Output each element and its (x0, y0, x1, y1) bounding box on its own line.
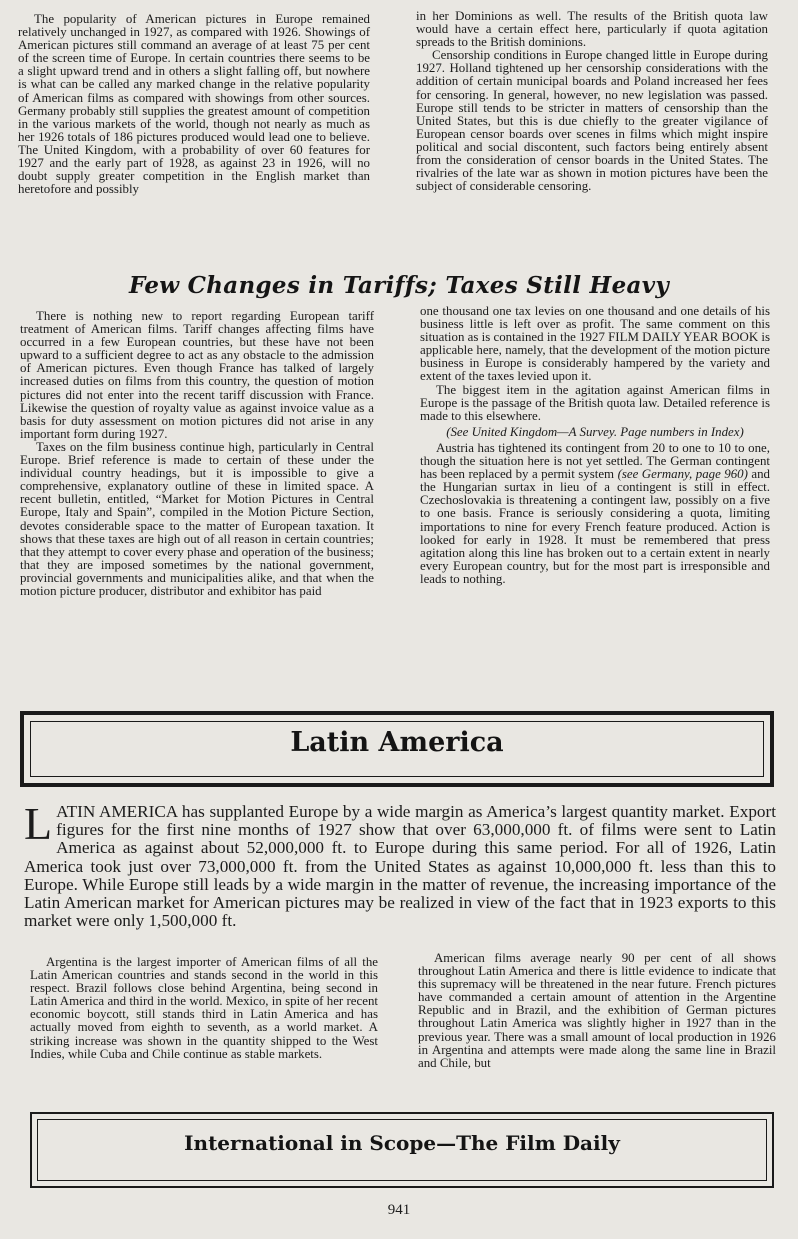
paragraph: The biggest item in the agitation against American films in Europe is the passage of the British quota law. Detailed reference is made to this elsewhere. (420, 382, 770, 423)
paragraph: in her Dominions as well. The results of the British quota law would have a certain effect here, particularly if quota agitation spreads to the British dominions. (416, 9, 768, 50)
tariffs-left-column (20, 310, 374, 598)
page-number: 941 (387, 1202, 411, 1218)
footer-title: International in Scope—The Film Daily (184, 1131, 620, 1155)
paragraph: Argentina is the largest importer of American films of all the Latin American countries and stands second in the world in this respect. Brazil follows close behind Argentina, being second in Latin America and third in the world. Mexico, in spite of her recent economic boycott, still stands third in Latin America and has actually moved from eighth to seventh, as a world market. A striking increase was shown in the quantity shipped to the West Indies, while Cuba and Chile continue as stable markets. (30, 955, 378, 1061)
top-right-column (416, 10, 768, 193)
paragraph: American films average nearly 90 per cent of all shows throughout Latin America and there is little evidence to indicate that this supremacy will be threatened in the near future. French pictures have commanded a certain amount of attention in the Argentine Republic and in Brazil, and the exhibition of German pictures throughout Latin America was slightly higher in 1927 than in the previous year. There was a small amount of local production in 1926 in Argentina and attempts were made along the same line in Brazil and Chile, but (418, 951, 776, 1070)
lead-text: has supplanted Europe by a wide margin as America’s largest quantity market. Export figures for the first nine months of 1927 show that over 63,000,000 ft. of films were sent to Latin America as against about 52,000,000 ft. to Europe during this same period. For all of 1926, Latin America took just over 73,000,000 ft. from the United States as against 10,000,000 ft. less than this to Europe. While Europe still leads by a wide margin in the matter of revenue, the increasing importance of the Latin American market for American pictures may be realized in view of the fact that in 1923 exports to this market were only 1,500,000 ft. (24, 802, 776, 931)
paragraph: The popularity of American pictures in Europe remained relatively unchanged in 1927, as compared with 1926. Showings of American pictures still command an average of at least 75 per cent of the screen time of Europe. In certain countries there seems to be a slight upward trend and in others a slight falling off, but nowhere is what can be called any marked change in the relative popularity of American films as compared with showings from other sources. Germany probably still supplies the greatest amount of competition in the various markets of the world, though not nearly as much as her 1926 totals of 186 pictures produced would lead one to believe. The United Kingdom, with a probability of over 60 features for 1927 and the early part of 1928, as against 23 in 1926, will no doubt supply greater competition in the English market than heretofore and possibly (18, 12, 370, 197)
paragraph: There is nothing new to report regarding European tariff treatment of American films. Tariff changes affecting films have occurred in a few European countries, but these have not been upward to a sufficient degree to act as any obstacle to the admission of American pictures. Even though France has talked of largely increased duties on films from this country, the question of motion pictures did not enter into the recent tariff discussion with France. Likewise the question of royalty value as against invoice value as a basis for duty assessment on motion pictures did not arise in any important form during 1927. (20, 309, 374, 441)
paragraph-text: Austria has tightened its contingent from 20 to one to 10 to one, though the situation here is not yet settled. The German contingent has been replaced by a permit system (420, 440, 770, 482)
latin-right-column (418, 952, 776, 1070)
paragraph-text: and the Hungarian surtax in lieu of a contingent is still in effect. Czechoslovakia is threatening a contingent law, possibly on a five to one basis. France is seriously considering a quota, limiting importations to nine for every French feature produced. Action is looked for early in 1928. It must be remembered that press agitation along this line has broken out to a certain extent in nearly every European country, but for the most part is irresponsible and leads to nothing. (420, 467, 770, 586)
latin-america-banner (20, 711, 774, 787)
drop-cap: L (24, 798, 53, 849)
footer-banner (30, 1112, 774, 1188)
banner-title: Latin America (290, 727, 504, 758)
paragraph: Taxes on the film business continue high, particularly in Central Europe. Brief reference is made to certain of these under the individual country headings, but it is impossible to give a comprehensive, explanatory outline of these in limited space. A recent bulletin, entitled, “Market for Motion Pictures in Central Europe, Italy and Spain”, compiled in the Motion Picture Section, devotes considerable space to the matter of European taxation. It shows that these taxes are high out of all reason in certain countries; that they attempt to cover every phase and operation of the business; that they are imposed sometimes by the national government, provincial governments and municipalities alike, and that when the motion picture producer, distributor and exhibitor has paid (20, 439, 374, 598)
paragraph: one thousand one tax levies on one thousand and one details of his business little is left over as profit. The same comment on this situation as is contained in the 1927 FILM DAILY YEAR BOOK is applicable here, namely, that the development of the motion picture business in Europe is considerably hampered by the variety and extent of the taxes levied upon it. (420, 304, 770, 384)
latin-left-column (30, 956, 378, 1061)
paragraph (420, 442, 770, 586)
lead-caps: ATIN AMERICA (56, 802, 178, 821)
paragraph: Censorship conditions in Europe changed little in Europe during 1927. Holland tightened up her censorship considerations with the addition of certain municipal boards and Poland increased her fees for censoring. In general, however, no new legislation was passed. Europe still tends to be stricter in matters of censorship than the United States, but this is due chiefly to the greater vigilance of European censor boards over scenes in films which might inspire political and social discontent, such factors being entirely absent from the consideration of censor boards in the United States. The rivalries of the late war as shown in motion pictures have been the subject of considerable censoring. (416, 48, 768, 194)
cross-reference-inline: (see Germany, page 960) (617, 467, 748, 482)
top-left-column (18, 13, 370, 196)
cross-reference: (See United Kingdom—A Survey. Page numbers in Index) (446, 424, 744, 439)
section-heading-tariffs: Few Changes in Tariffs; Taxes Still Heavy (128, 272, 670, 299)
lead-paragraph (24, 798, 776, 931)
tariffs-right-column (420, 305, 770, 586)
